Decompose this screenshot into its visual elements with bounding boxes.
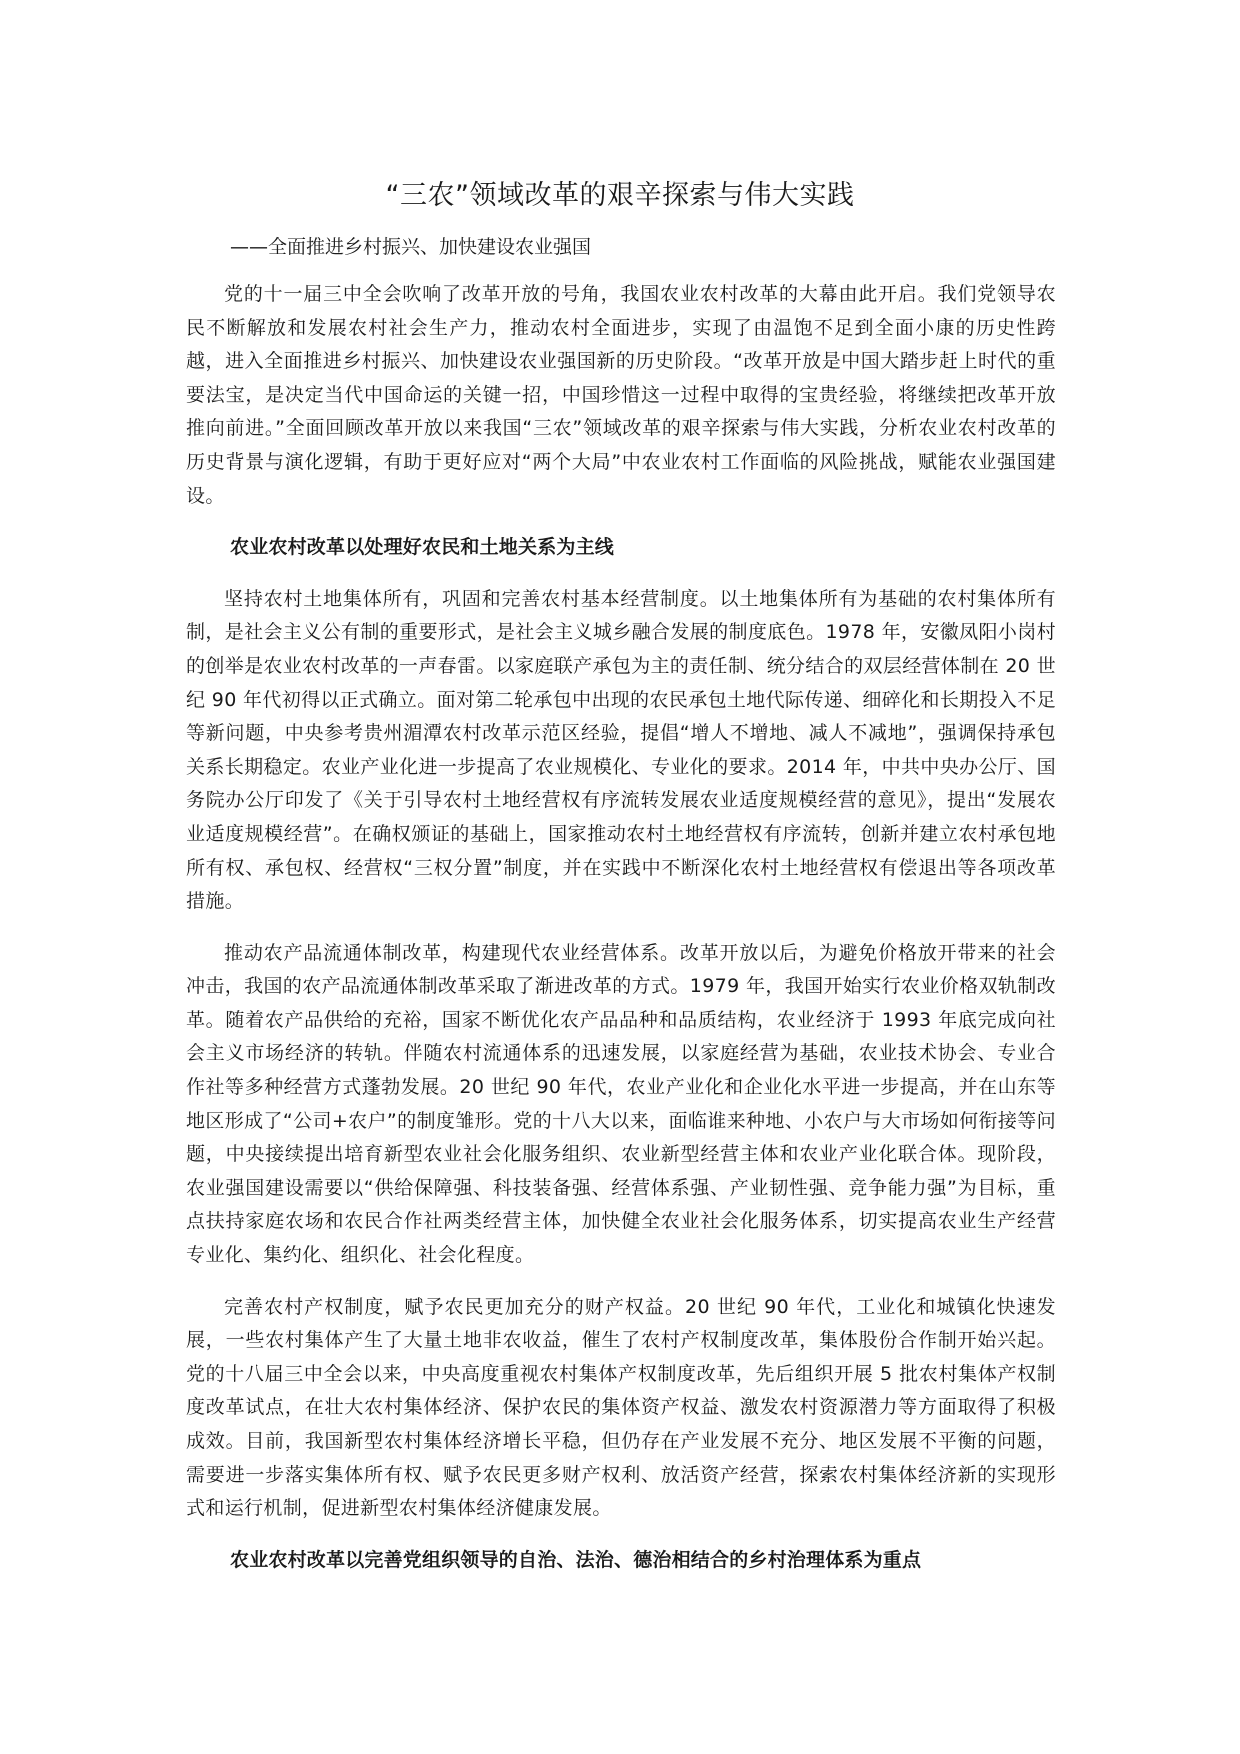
intro-paragraph: 党的十一届三中全会吹响了改革开放的号角，我国农业农村改革的大幕由此开启。我们党领导农民不断解放和发展农村社会生产力，推动农村全面进步，实现了由温饱不足到全面小康的历史性跨越，进入全面推进乡村振兴、加快建设农业强国新的历史阶段。“改革开放是中国大踏步赶上时代的重要法宝，是决定当代中国命运的关键一招，中国珍惜这一过程中取得的宝贵经验，将继续把改革开放推向前进。”全面回顾改革开放以来我国“三农”领域改革的艰辛探索与伟大实践，分析农业农村改革的历史背景与演化逻辑，有助于更好应对“两个大局”中农业农村工作面临的风险挑战，赋能农业强国建设。	[186, 283, 1056, 507]
document-title: “三农”领域改革的艰辛探索与伟大实践	[385, 180, 855, 211]
body-paragraph: 坚持农村土地集体所有，巩固和完善农村基本经营制度。以土地集体所有为基础的农村集体所有制，是社会主义公有制的重要形式，是社会主义城乡融合发展的制度底色。1978 年，安徽凤阳小岗村的创举是农业农村改革的一声春雷。以家庭联产承包为主的责任制、统分结合的双层经营体制在 20 世纪 90 年代初得以正式确立。面对第二轮承包中出现的农民承包土地代际传递、细碎化和长期投入不足等新问题，中央参考贵州湄潭农村改革示范区经验，提倡“增人不增地、减人不减地”，强调保持承包关系长期稳定。农业产业化进一步提高了农业规模化、专业化的要求。2014 年，中共中央办公厅、国务院办公厅印发了《关于引导农村土地经营权有序流转发展农业适度规模经营的意见》，提出“发展农业适度规模经营”。在确权颁证的基础上，国家推动农村土地经营权有序流转，创新并建立农村承包地所有权、承包权、经营权“三权分置”制度，并在实践中不断深化农村土地经营权有偿退出等各项改革措施。	[186, 587, 1056, 913]
section-heading: 农业农村改革以完善党组织领导的自治、法治、德治相结合的乡村治理体系为重点	[230, 1548, 922, 1571]
body-paragraph: 完善农村产权制度，赋予农民更加充分的财产权益。20 世纪 90 年代，工业化和城镇化快速发展，一些农村集体产生了大量土地非农收益，催生了农村产权制度改革，集体股份合作制开始兴起。党的十八届三中全会以来，中央高度重视农村集体产权制度改革，先后组织开展 5 批农村集体产权制度改革试点，在壮大农村集体经济、保护农民的集体资产权益、激发农村资源潜力等方面取得了积极成效。目前，我国新型农村集体经济增长平稳，但仍存在产业发展不充分、地区发展不平衡的问题，需要进一步落实集体所有权、赋予农民更多财产权利、放活资产经营，探索农村集体经济新的实现形式和运行机制，促进新型农村集体经济健康发展。	[186, 1295, 1056, 1520]
section-heading: 农业农村改革以处理好农民和土地关系为主线	[230, 536, 615, 559]
body-paragraph: 推动农产品流通体制改革，构建现代农业经营体系。改革开放以后，为避免价格放开带来的社会冲击，我国的农产品流通体制改革采取了渐进改革的方式。1979 年，我国开始实行农业价格双轨制改革。随着农产品供给的充裕，国家不断优化农产品品种和品质结构，农业经济于 1993 年底完成向社会主义市场经济的转轨。伴随农村流通体系的迅速发展，以家庭经营为基础，农业技术协会、专业合作社等多种经营方式蓬勃发展。20 世纪 90 年代，农业产业化和企业化水平进一步提高，并在山东等地区形成了“公司+农户”的制度雏形。党的十八大以来，面临谁来种地、小农户与大市场如何衔接等问题，中央接续提出培育新型农业社会化服务组织、农业新型经营主体和农业产业化联合体。现阶段，农业强国建设需要以“供给保障强、科技装备强、经营体系强、产业韧性强、竞争能力强”为目标，重点扶持家庭农场和农民合作社两类经营主体，加快健全农业社会化服务体系，切实提高农业生产经营专业化、集约化、组织化、社会化程度。	[186, 941, 1056, 1267]
document-subtitle: ——全面推进乡村振兴、加快建设农业强国	[230, 236, 592, 258]
document-body	[186, 278, 1056, 1595]
